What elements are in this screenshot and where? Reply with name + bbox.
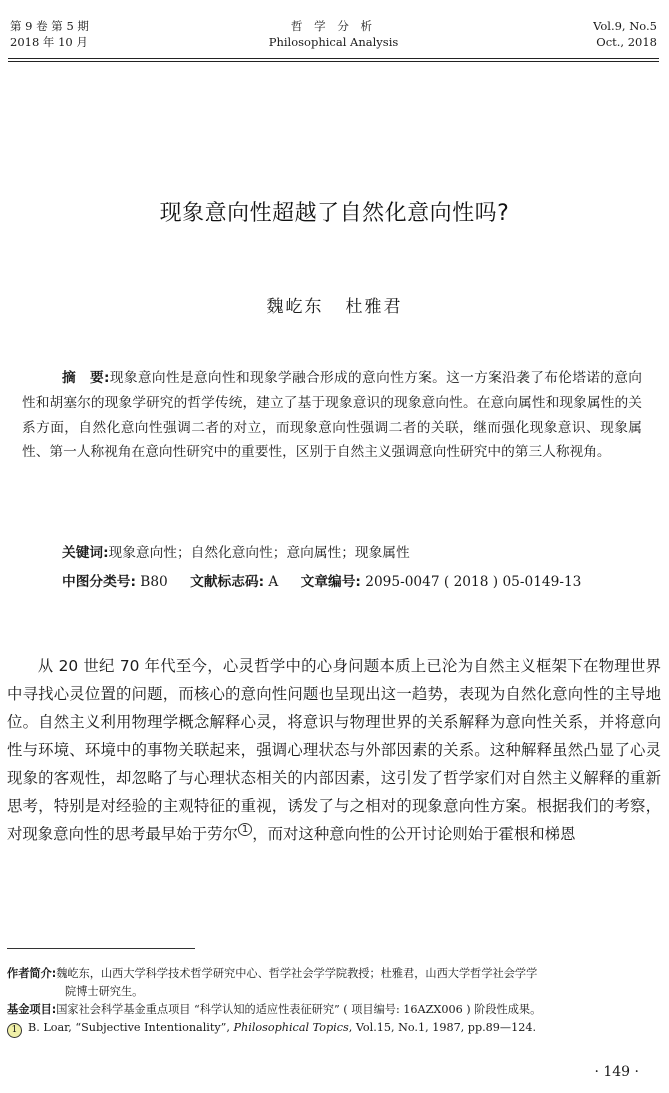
citation-journal: Philosophical Topics — [233, 1021, 349, 1034]
clc-label: 中图分类号: — [62, 574, 136, 590]
header-rule-thin — [8, 61, 659, 62]
keywords — [62, 541, 410, 561]
citation-details: , Vol.15, No.1, 1987, pp.89—124. — [348, 1021, 537, 1034]
footnote-reference[interactable]: 1 — [238, 823, 252, 836]
article-authors — [0, 292, 669, 317]
footnotes — [7, 965, 663, 1038]
header-volume: 第 9 卷 第 5 期 — [10, 19, 89, 33]
body-text: 从 20 世纪 70 年代至今，心灵哲学中的心身问题本质上已沦为自然主义框架下在物理世界中寻找心灵位置的问题，而核心的意向性问题也呈现出这一趋势，表现为自然化意向性的主导地位。自然主义利用物理学概念解释心灵，将意识与物理世界的关系解释为意向性关系，并将意向性与环境、环境中的事物关联起来，强调心理状态与外部因素的关系。这种解释虽然凸显了心灵现象的客观性，却忽略了与心理状态相关的内部因素，这引发了哲学家们对自然主义解释的重新思考，特别是对经验的主观特征的重视，诱发了与之相对的现象意向性方案。根据我们的考察，对现象意向性的思考最早始于劳尔 — [7, 657, 661, 843]
author-bio-note — [7, 965, 663, 1001]
article-number-value: 2095-0047 ( 2018 ) 05-0149-13 — [365, 574, 582, 590]
header-journal — [10, 18, 657, 50]
funding-label: 基金项目: — [7, 1003, 57, 1016]
citation-text: B. Loar, “Subjective Intentionality”, — [28, 1021, 230, 1034]
citation-mark: 1 — [7, 1023, 22, 1038]
article-number-label: 文章编号: — [300, 574, 361, 590]
header-journal-en: Philosophical Analysis — [268, 35, 399, 49]
classification-line — [62, 570, 581, 590]
clc-value: B80 — [140, 574, 168, 590]
header-vol-en: Vol.9, No.5 — [593, 19, 657, 33]
footnote-rule — [7, 948, 195, 949]
header-date-en: Oct., 2018 — [596, 35, 657, 49]
running-header — [10, 18, 657, 62]
citation-note — [7, 1019, 663, 1038]
author-bio-text-continued: 院博士研究生。 — [65, 985, 144, 998]
abstract — [22, 366, 642, 465]
author-name: 杜雅君 — [345, 297, 403, 317]
keywords-label: 关键词: — [62, 545, 109, 561]
abstract-text: 现象意向性是意向性和现象学融合形成的意向性方案。这一方案沿袭了布伦塔诺的意向性和胡塞尔的现象学研究的哲学传统，建立了基于现象意识的现象意向性。在意向属性和现象属性的关系方面，自然化意向性强调二者的对立，而现象意向性强调二者的关联，继而强化现象意识、现象属性、第一人称视角在意向性研究中的重要性，区别于自然主义强调意向性研究中的第三人称视角。 — [22, 370, 642, 461]
body-text-continued: ，而对这种意向性的公开讨论则始于霍根和梯恩 — [252, 825, 576, 843]
author-bio-text: 魏屹东，山西大学科学技术哲学研究中心、哲学社会学学院教授；杜雅君，山西大学哲学社会学学 — [56, 967, 538, 980]
article-title: 现象意向性超越了自然化意向性吗? — [159, 201, 510, 226]
header-date-cn: 2018 年 10 月 — [10, 35, 88, 49]
author-name: 魏屹东 — [266, 297, 324, 317]
doc-code-label: 文献标志码: — [190, 574, 265, 590]
page-number: · 149 · — [594, 1064, 639, 1080]
abstract-label: 摘 要: — [62, 370, 110, 386]
funding-text: 国家社会科学基金重点项目 “科学认知的适应性表征研究” ( 项目编号: 16AZX006 ) 阶段性成果。 — [56, 1003, 542, 1016]
doc-code-value: A — [268, 574, 279, 590]
funding-note — [7, 1001, 663, 1019]
body-paragraph — [7, 652, 661, 848]
header-journal-cn: 哲 学 分 析 — [291, 19, 376, 33]
header-rule — [8, 58, 659, 59]
author-bio-label: 作者简介: — [7, 967, 57, 980]
keywords-text: 现象意向性；自然化意向性；意向属性；现象属性 — [108, 545, 410, 561]
header-volume-en — [593, 18, 657, 50]
